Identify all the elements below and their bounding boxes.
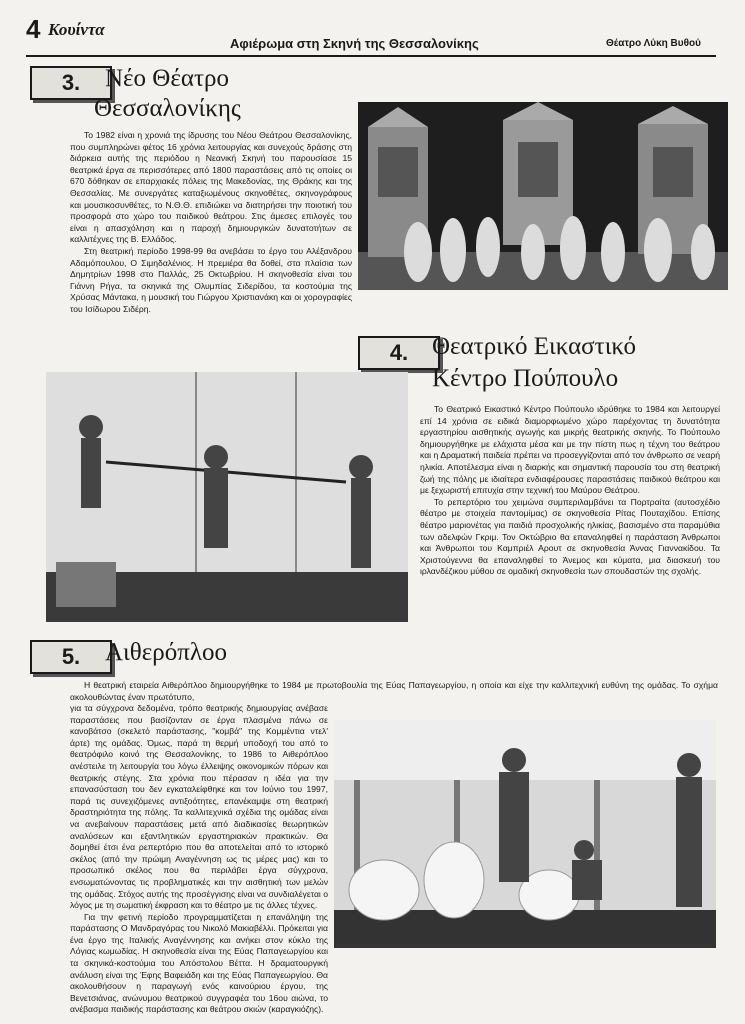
section-number-4: 4. <box>358 336 440 370</box>
performers-illustration <box>46 372 408 622</box>
section-4-title-line1: Θεατρικό Εικαστικό <box>432 333 636 360</box>
section-3-paragraph-2: Στη θεατρική περίοδο 1998-99 θα ανεβάσει το έργο του Αλέξανδρου Αδαμόπουλου, Ο Σιμηδαλένιος. Η πρεμιέρα θα δοθεί, στα πλαίσια των Δημητρίων 1998 στο Παλλάς, 25 Οκτωβρίου. Η σκηνοθεσία είναι του Γιάννη Ρήγα, τα σκηνικά της Ολυμπίας Σιδερίδου, τα κοστούμια της Χρύσας Μάντακα, η μουσική του Γιώργου Χριστιανάκη και οι χορογραφίες του Ισίδωρου Σιδέρη. <box>70 245 352 314</box>
section-3-text <box>70 130 352 316</box>
section-4-title-line2: Κέντρο Πούπουλο <box>432 365 619 392</box>
section-5-paragraph-top: Η θεατρική εταιρεία Αιθερόπλοο δημιουργήθηκε το 1984 με πρωτοβουλία της Εύας Παπαγεωργίου, η οποία και είχε την καλλιτεχνική ευθύνη της ομάδας. Το σχήμα ακολουθώντας έναν πρωτότυπο, <box>70 680 718 702</box>
section-5-title: Αιθερόπλοο <box>105 639 227 666</box>
section-5-paragraph-1: για τα σύγχρονα δεδομένα, τρόπο θεατρικής δημιουργίας ανέβασε παραστάσεις που βασίζονταν σε έργα πλασμένα πάνω σε κανοβάτσο (σκελετό παράστασης, "κομβά" της Κομμέντια ντελ' άρτε) της ομάδας. Όμως, παρά τη θερμή υποδοχή του από το θεατρόφιλο κοινό της Θεσσαλονίκης, το 1986 το Αιθερόπλοο ανέστειλε τη λειτουργία του λόγω έλλειψης οικονομικών πόρων και θεατρικής στέγης. Στα χρόνια που πέρασαν η ιδέα για την επανασύσταση του δεν εγκαταλείφθηκε και τον Ιούνιο του 1997, παρά τις συνεχιζόμενες αντιξοότητες, επανέκαμψε στη θεατρική δραστηριότητα της πόλης. Τα καλλιτεχνικά σχέδια της ομάδας είναι να ανεβαίνουν παραστάσεις μετά από διαδικασίες θεωρητικών αναλύσεων και εξαντλητικών εργαστηριακών πρακτικών. Θα δομηθεί έτσι ένα ρεπερτόριο που θα αποτελείται από το ιστορικό σκέλος (από την πρώιμη Αναγέννηση ως τις μέρες μας) και το προσωπικό σκέλος που θα περιλάβει έργα σύγχρονα, ενσωματώνοντας τις προβληματικές και την αισθητική των μελών της ομάδας. Στόχος αυτής της προσέγγισης είναι να συνδιαλέγεται ο λόγος με τη σωματική έκφραση και το θέατρο με τις άλλες τέχνες. <box>70 703 328 911</box>
section-3-photo <box>358 102 728 290</box>
section-number-3: 3. <box>30 66 112 100</box>
section-3-title-line1: Νέο Θέατρο <box>105 65 229 92</box>
section-3-title-line2: Θεσσαλονίκης <box>94 95 241 122</box>
section-5-photo <box>334 720 716 948</box>
section-4-paragraph-2: Το ρεπερτόριο του χειμώνα συμπεριλαμβάνει τα Πορτραίτα (αυτοσχέδιο θέατρο με στοιχεία παντομίμας) σε σκηνοθεσία Ρίτας Πουταχίδου. Επίσης θέατρο μαριονέτας για παιδιά προσχολικής ηλικίας, βασισμένο στα παραμύθια των αδελφών Γκριμ. Τον Οκτώβριο θα επαναληφθεί η παράσταση Άνθρωποι και Άνθρωποι του Καμπριέλ Αρουτ σε σκηνοθεσία Άννας Γιαννακίδου. Τα Χριστούγεννα θα επαναληφθεί το Άνεμος και κύματα, μια διασκευή του ιρλανδέζικου μύθου σε ομαδική σκηνοθεσία των σπουδαστών της σχολής. <box>420 496 720 577</box>
stage-scene-illustration <box>358 102 728 290</box>
header-title: Αφιέρωμα στη Σκηνή της Θεσσαλονίκης <box>230 36 479 51</box>
mandragora-scene-illustration <box>334 720 716 948</box>
section-5-text <box>70 703 328 1016</box>
page-number: 4 <box>26 14 41 44</box>
magazine-logo: Κουίντα <box>48 20 105 39</box>
header-rule <box>26 55 716 57</box>
section-3-paragraph-1: Το 1982 είναι η χρονιά της ίδρυσης του Νέου Θεάτρου Θεσσαλονίκης, που συμπληρώνει φέτος 16 χρόνια λειτουργίας και συνεχούς δράσης στη διάρκεια αυτής της περιόδου η Νεανική Σκηνή του παρουσίασε 15 θεατρικά έργα σε περισσότερες από 1800 παραστάσεις από τις οποίες οι 670 δόθηκαν σε επαρχιακές πόλεις της Μακεδονίας, της Θράκης και της Θεσσαλίας. Με συνεργάτες καταξιωμένους σκηνοθέτες, σκηνογράφους και μουσικοσυνθέτες, το Ν.Θ.Θ. επιδιώκει να διατηρήσει την ποιοτική του προσφορά στο χώρο του παιδικού θεάτρου. Στις άμεσες επιλογές του είναι η απασχόληση και η παροχή δημιουργικών δυνατοτήτων σε καλλιτέχνες της Β. Ελλάδος. <box>70 130 352 245</box>
header-right-text: Θέατρο Λύκη Βυθού <box>606 38 701 49</box>
section-5-intro <box>70 680 718 703</box>
section-number-5: 5. <box>30 640 112 674</box>
section-4-photo <box>46 372 408 622</box>
section-4-paragraph-1: Το Θεατρικό Εικαστικό Κέντρο Πούπουλο ιδρύθηκε το 1984 και λειτουργεί επί 14 χρόνια σε ειδικά διαμορφωμένο χώρο παρέχοντας τη δυνατότητα εργαστηρίου αισθητικής αγωγής και μικρής θεατρικής σκηνής. Το Πούπουλο δημιουργήθηκε με ελάχιστα μέσα και με την πίστη πως η τέχνη του θεάτρου και η Δραματική παιδεία πρέπει να προσεγγίζονται από τον άνθρωπο σε νεαρή ηλικία. Αποτέλεσμα είναι η διαρκής και σημαντική παρουσία του στη θεατρική ζωή της πόλης με ιδιαίτερα ενδιαφέρουσες παραστάσεις παιδικού θεάτρου και με ξεχωριστή επιτυχία στην τεχνική του Μαύρου Θεάτρου. <box>420 404 720 496</box>
section-4-text <box>420 404 720 578</box>
section-5-paragraph-2: Για την φετινή περίοδο προγραμματίζεται η επανάληψη της παράστασης Ο Μανδραγόρας του Νικολό Μακιαβέλλι. Πρόκειται για ένα έργο της Ιταλικής Αναγέννησης και ανήκει στον κύκλο της Λόγιας κωμωδίας. Η σκηνοθεσία είναι της Εύας Παπαγεωργίου και τα σκηνικά-κοστούμια του Απόστολου Βέττα. Η δραματουργική ανάλυση είναι της Έφης Βαφειάδη και της Εύας Παπαγεωργίου. Θα ακολουθήσουν η παραγωγή ενός καινούριου έργου, της Βενετσιάνας, ανώνυμου θεατρικού συγγραφέα του 16ου αιώνα, το ανέβασμα παιδικής παράστασης και θεάτρου σκιών (καραγκιόζης). <box>70 911 328 1015</box>
